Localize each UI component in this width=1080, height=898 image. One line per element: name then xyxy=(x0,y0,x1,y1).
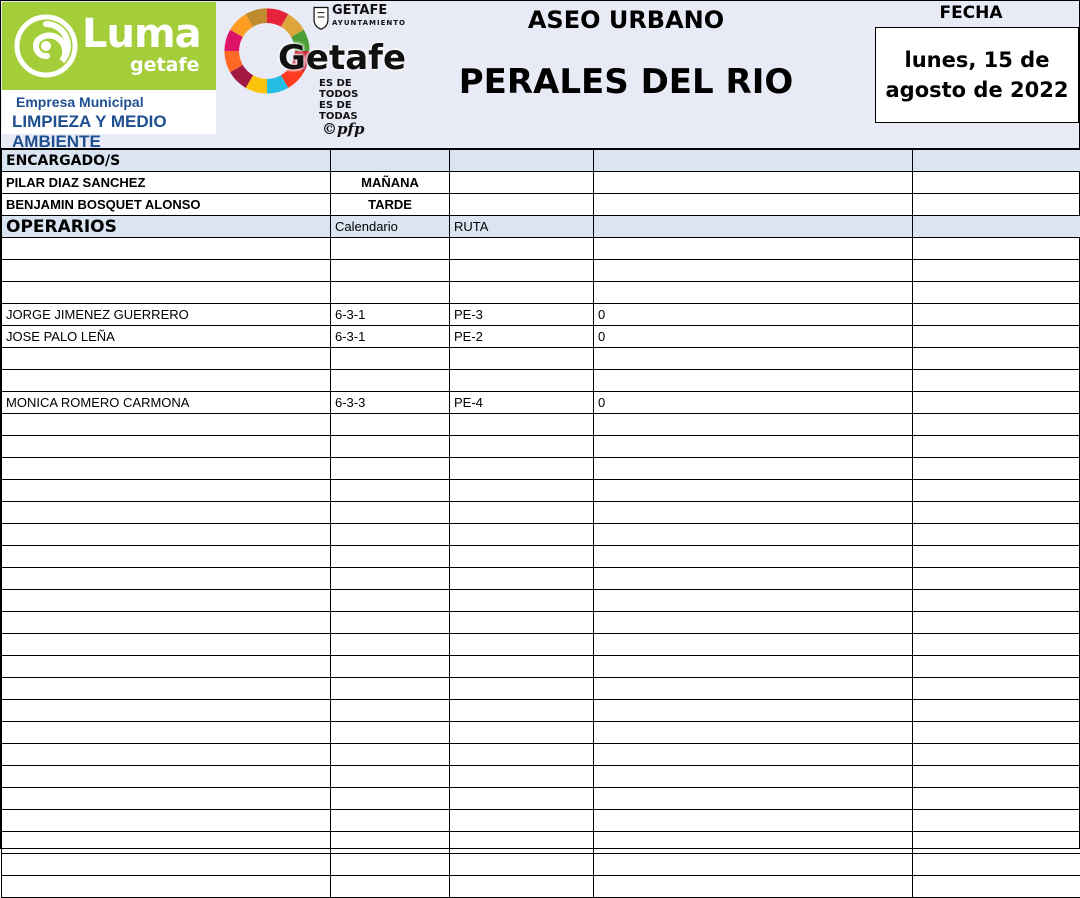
operario-extra xyxy=(594,590,913,612)
operario-extra xyxy=(594,260,913,282)
operario-name: JOSE PALO LEÑA xyxy=(2,326,331,348)
operario-calendario xyxy=(331,634,450,656)
operario-ruta xyxy=(450,788,594,810)
operario-calendario xyxy=(331,502,450,524)
operario-name: JORGE JIMENEZ GUERRERO xyxy=(2,304,331,326)
operario-name xyxy=(2,370,331,392)
getafe-ayto-name: GETAFE xyxy=(332,3,387,18)
operario-cell-5 xyxy=(913,590,1080,612)
operario-ruta xyxy=(450,568,594,590)
operario-cell-5 xyxy=(913,392,1080,414)
operario-calendario xyxy=(331,854,450,876)
operario-calendario xyxy=(331,744,450,766)
operario-calendario: 6-3-1 xyxy=(331,326,450,348)
title-block xyxy=(391,1,861,102)
operario-name xyxy=(2,656,331,678)
operario-cell-5 xyxy=(913,810,1080,832)
operario-cell-5 xyxy=(913,546,1080,568)
encargado-cell-5 xyxy=(913,194,1080,216)
table-row[interactable] xyxy=(2,194,1080,216)
operario-calendario xyxy=(331,436,450,458)
operario-name xyxy=(2,810,331,832)
operario-calendario xyxy=(331,546,450,568)
operario-extra xyxy=(594,546,913,568)
operario-name xyxy=(2,282,331,304)
operario-ruta xyxy=(450,612,594,634)
operario-name xyxy=(2,238,331,260)
operario-calendario xyxy=(331,370,450,392)
credit-text: ©pfp xyxy=(322,120,364,138)
table-row[interactable] xyxy=(2,568,1080,590)
operario-extra xyxy=(594,370,913,392)
operario-name xyxy=(2,524,331,546)
table-row[interactable] xyxy=(2,634,1080,656)
operario-ruta xyxy=(450,282,594,304)
operario-cell-5 xyxy=(913,678,1080,700)
operario-ruta xyxy=(450,832,594,854)
operario-calendario xyxy=(331,480,450,502)
operario-extra xyxy=(594,238,913,260)
operario-cell-5 xyxy=(913,480,1080,502)
operario-name xyxy=(2,788,331,810)
operario-cell-5 xyxy=(913,304,1080,326)
operario-calendario xyxy=(331,766,450,788)
table-row[interactable] xyxy=(2,326,1080,348)
encargado-cell-4 xyxy=(594,194,913,216)
operario-ruta xyxy=(450,590,594,612)
encargados-header-row xyxy=(2,150,1080,172)
operario-calendario: 6-3-3 xyxy=(331,392,450,414)
operario-extra xyxy=(594,612,913,634)
table-row[interactable] xyxy=(2,854,1080,876)
operario-ruta xyxy=(450,634,594,656)
operario-extra xyxy=(594,766,913,788)
operario-cell-5 xyxy=(913,832,1080,854)
operario-name xyxy=(2,502,331,524)
getafe-slogan xyxy=(319,78,392,122)
operario-extra xyxy=(594,854,913,876)
luma-sub-wordmark: getafe xyxy=(130,54,200,76)
encargado-name: PILAR DIAZ SANCHEZ xyxy=(2,172,331,194)
operario-cell-5 xyxy=(913,854,1080,876)
encargados-label: ENCARGADO/S xyxy=(2,150,331,172)
table-row[interactable] xyxy=(2,172,1080,194)
encargado-cell-4 xyxy=(594,172,913,194)
table-row[interactable] xyxy=(2,832,1080,854)
table-row[interactable] xyxy=(2,810,1080,832)
operario-cell-5 xyxy=(913,612,1080,634)
operario-ruta xyxy=(450,458,594,480)
operario-name xyxy=(2,436,331,458)
operario-cell-5 xyxy=(913,788,1080,810)
luma-tagline-1: Empresa Municipal xyxy=(16,94,144,110)
operario-ruta: PE-2 xyxy=(450,326,594,348)
encargado-cell-3 xyxy=(450,172,594,194)
page-title: ASEO URBANO xyxy=(391,6,861,34)
table-row[interactable] xyxy=(2,788,1080,810)
operario-cell-5 xyxy=(913,568,1080,590)
operario-cell-5 xyxy=(913,766,1080,788)
operario-name xyxy=(2,612,331,634)
table-row[interactable] xyxy=(2,876,1080,898)
operario-name xyxy=(2,414,331,436)
operario-extra: 0 xyxy=(594,392,913,414)
operarios-col-ruta: RUTA xyxy=(450,216,594,238)
operario-ruta xyxy=(450,854,594,876)
operario-name xyxy=(2,260,331,282)
operario-extra xyxy=(594,876,913,898)
table-row[interactable] xyxy=(2,524,1080,546)
encargados-header-cell-2 xyxy=(331,150,450,172)
table-row[interactable] xyxy=(2,370,1080,392)
table-row[interactable] xyxy=(2,722,1080,744)
getafe-slogan-line-2: ES DE TODAS xyxy=(319,100,392,122)
operario-name xyxy=(2,568,331,590)
table-row[interactable] xyxy=(2,458,1080,480)
operario-extra: 0 xyxy=(594,304,913,326)
operario-ruta xyxy=(450,876,594,898)
operario-cell-5 xyxy=(913,502,1080,524)
getafe-logo xyxy=(216,2,392,148)
operario-cell-5 xyxy=(913,260,1080,282)
operario-ruta xyxy=(450,766,594,788)
table-row[interactable] xyxy=(2,414,1080,436)
table-row[interactable] xyxy=(2,436,1080,458)
operario-ruta xyxy=(450,810,594,832)
operario-calendario xyxy=(331,722,450,744)
operario-calendario xyxy=(331,458,450,480)
operario-cell-5 xyxy=(913,700,1080,722)
operario-name xyxy=(2,546,331,568)
operario-calendario xyxy=(331,678,450,700)
operario-calendario xyxy=(331,414,450,436)
roster-table xyxy=(1,149,1080,898)
table-row[interactable] xyxy=(2,502,1080,524)
operarios-header-cell-4 xyxy=(594,216,913,238)
operario-calendario xyxy=(331,810,450,832)
operario-ruta xyxy=(450,678,594,700)
encargado-cell-5 xyxy=(913,172,1080,194)
operario-extra xyxy=(594,832,913,854)
operarios-header-cell-5 xyxy=(913,216,1080,238)
operario-extra xyxy=(594,436,913,458)
getafe-slogan-line-1: ES DE TODOS xyxy=(319,78,392,100)
operario-ruta xyxy=(450,722,594,744)
encargado-name: BENJAMIN BOSQUET ALONSO xyxy=(2,194,331,216)
operario-extra xyxy=(594,810,913,832)
table-row[interactable] xyxy=(2,744,1080,766)
operario-ruta xyxy=(450,744,594,766)
operario-name xyxy=(2,854,331,876)
operario-ruta: PE-4 xyxy=(450,392,594,414)
table-row[interactable] xyxy=(2,766,1080,788)
sheet-header xyxy=(1,1,1079,149)
fecha-value[interactable]: lunes, 15 de agosto de 2022 xyxy=(875,27,1079,123)
operario-calendario xyxy=(331,348,450,370)
operario-ruta xyxy=(450,348,594,370)
operario-name xyxy=(2,722,331,744)
operario-ruta xyxy=(450,260,594,282)
operario-calendario xyxy=(331,590,450,612)
table-row[interactable] xyxy=(2,678,1080,700)
operario-calendario xyxy=(331,700,450,722)
operario-name xyxy=(2,744,331,766)
operarios-header-row xyxy=(2,216,1080,238)
operario-name xyxy=(2,766,331,788)
operario-ruta xyxy=(450,238,594,260)
operario-extra xyxy=(594,722,913,744)
table-row[interactable] xyxy=(2,590,1080,612)
operario-extra xyxy=(594,524,913,546)
operario-cell-5 xyxy=(913,348,1080,370)
getafe-ayto-sub: AYUNTAMIENTO xyxy=(332,17,406,30)
operario-cell-5 xyxy=(913,634,1080,656)
operario-ruta xyxy=(450,546,594,568)
operario-name xyxy=(2,634,331,656)
luma-logo xyxy=(2,2,216,134)
operario-ruta xyxy=(450,700,594,722)
operario-ruta xyxy=(450,524,594,546)
operario-extra xyxy=(594,502,913,524)
operario-name: MONICA ROMERO CARMONA xyxy=(2,392,331,414)
operario-cell-5 xyxy=(913,656,1080,678)
operario-name xyxy=(2,348,331,370)
operario-calendario xyxy=(331,260,450,282)
table-row[interactable] xyxy=(2,282,1080,304)
encargados-header-cell-5 xyxy=(913,150,1080,172)
operario-extra xyxy=(594,678,913,700)
operario-extra xyxy=(594,744,913,766)
operario-cell-5 xyxy=(913,524,1080,546)
fecha-label: FECHA xyxy=(863,3,1079,23)
operario-calendario xyxy=(331,612,450,634)
operario-cell-5 xyxy=(913,238,1080,260)
getafe-wordmark: Getafe xyxy=(278,38,406,78)
operario-name xyxy=(2,832,331,854)
operario-calendario xyxy=(331,568,450,590)
operario-extra xyxy=(594,458,913,480)
table-row[interactable] xyxy=(2,348,1080,370)
table-row[interactable] xyxy=(2,480,1080,502)
operario-extra xyxy=(594,282,913,304)
operario-cell-5 xyxy=(913,722,1080,744)
operario-extra xyxy=(594,568,913,590)
table-row[interactable] xyxy=(2,238,1080,260)
operario-calendario xyxy=(331,876,450,898)
page-subtitle: PERALES DEL RIO xyxy=(391,62,861,102)
operario-cell-5 xyxy=(913,876,1080,898)
operario-name xyxy=(2,590,331,612)
encargado-turno: TARDE xyxy=(331,194,450,216)
operario-extra xyxy=(594,700,913,722)
encargado-turno: MAÑANA xyxy=(331,172,450,194)
operario-extra: 0 xyxy=(594,326,913,348)
operario-extra xyxy=(594,634,913,656)
table-row[interactable] xyxy=(2,304,1080,326)
operario-name xyxy=(2,678,331,700)
operario-ruta xyxy=(450,370,594,392)
operario-cell-5 xyxy=(913,370,1080,392)
operario-calendario xyxy=(331,282,450,304)
encargados-header-cell-4 xyxy=(594,150,913,172)
operario-ruta xyxy=(450,480,594,502)
operario-extra xyxy=(594,480,913,502)
table-row[interactable] xyxy=(2,260,1080,282)
operario-name xyxy=(2,458,331,480)
operario-cell-5 xyxy=(913,744,1080,766)
operario-calendario xyxy=(331,524,450,546)
encargados-header-cell-3 xyxy=(450,150,594,172)
operario-name xyxy=(2,700,331,722)
operario-ruta: PE-3 xyxy=(450,304,594,326)
operario-extra xyxy=(594,348,913,370)
operario-ruta xyxy=(450,414,594,436)
table-row[interactable] xyxy=(2,612,1080,634)
table-row[interactable] xyxy=(2,700,1080,722)
table-row[interactable] xyxy=(2,392,1080,414)
roster-table-body xyxy=(2,150,1080,898)
operario-calendario xyxy=(331,832,450,854)
operario-calendario xyxy=(331,788,450,810)
operario-calendario xyxy=(331,656,450,678)
operarios-label: OPERARIOS xyxy=(2,216,331,238)
operario-calendario xyxy=(331,238,450,260)
luma-tagline-2: LIMPIEZA Y MEDIO AMBIENTE xyxy=(12,112,216,152)
operario-ruta xyxy=(450,502,594,524)
table-row[interactable] xyxy=(2,546,1080,568)
luma-spiral-icon xyxy=(14,14,78,78)
operario-cell-5 xyxy=(913,414,1080,436)
operario-calendario: 6-3-1 xyxy=(331,304,450,326)
operario-extra xyxy=(594,414,913,436)
operario-name xyxy=(2,876,331,898)
operario-cell-5 xyxy=(913,282,1080,304)
operario-name xyxy=(2,480,331,502)
operario-extra xyxy=(594,788,913,810)
getafe-crest-icon xyxy=(312,4,330,30)
luma-wordmark: Luma xyxy=(82,16,201,52)
operario-extra xyxy=(594,656,913,678)
operario-cell-5 xyxy=(913,458,1080,480)
operario-cell-5 xyxy=(913,326,1080,348)
encargado-cell-3 xyxy=(450,194,594,216)
operarios-col-calendario: Calendario xyxy=(331,216,450,238)
operario-cell-5 xyxy=(913,436,1080,458)
operario-ruta xyxy=(450,656,594,678)
operario-ruta xyxy=(450,436,594,458)
table-row[interactable] xyxy=(2,656,1080,678)
